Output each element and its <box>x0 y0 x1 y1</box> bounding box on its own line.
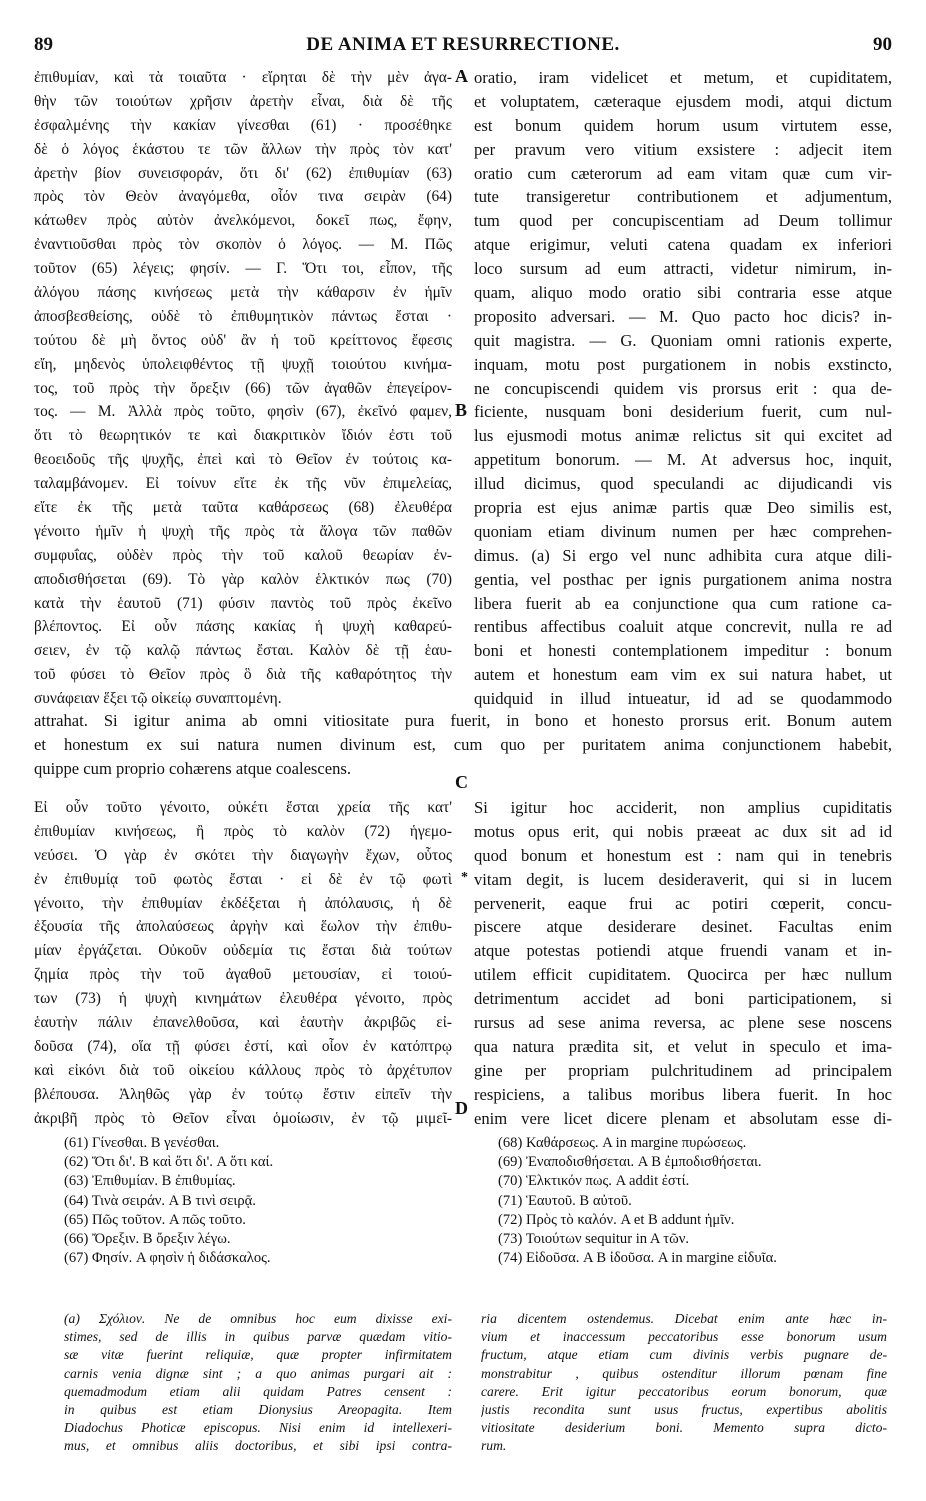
greek-text-line: ὅτι τὸ θεωρητικόν τε καὶ διακριτικὸν ἴδιόν ἐστι τοῦ <box>34 427 452 445</box>
greek-text-line: των (73) ἡ ψυχὴ κινημάτων ἐλευθέρα γένοιτο, πρὸς <box>34 990 452 1008</box>
latin-text-line: proposito adversari. — M. Quo pacto hoc dicis? in- <box>474 306 892 326</box>
latin-text-line: et honestum ex sui natura numen divinum est, cum quo per puritatem anima conjunctionem habebit, <box>34 734 892 754</box>
scholion-line: carere. Erit igitur peccatoribus eorum bonorum, quæ <box>481 1383 887 1399</box>
notes-right <box>498 1134 898 1268</box>
page-number-right: 90 <box>873 34 892 55</box>
footnote: (62) Ὅτι δι'. B καὶ ὅτι δι'. A ὅτι καί. <box>64 1154 274 1171</box>
footnote: (73) Τοιούτων sequitur in A τῶν. <box>498 1231 690 1248</box>
greek-text-line: θὴν τῶν τοιούτων χρῆσιν ἀρετὴν εἶναι, διὰ δὲ τῆς <box>34 92 452 110</box>
latin-text-line: rentibus affectibus coaluit atque concrevit, nulla re ad <box>474 617 892 637</box>
greek-text-line: ἀρετὴν βίον συνεισφοράν, ὅτι δι' (62) ἐπιθυμίαν (63) <box>34 164 452 182</box>
latin-text-line: loco sursum ad eum attracti, videtur nimirum, in- <box>474 259 892 279</box>
scholion-line: vitiositate desiderium boni. Memento supra dicto- <box>481 1420 887 1436</box>
footnote: (65) Πῶς τοῦτον. A πῶς τοῦτο. <box>64 1211 246 1228</box>
footnote: (74) Εἰδοῦσα. A B ἰδοῦσα. A in margine εἰδυῖα. <box>498 1250 777 1267</box>
latin-text-line: quit magistra. — G. Quoniam omni rationis experte, <box>474 330 892 350</box>
footnote: (69) Ἐναποδισθήσεται. A B ἐμποδισθήσεται. <box>498 1154 762 1171</box>
latin-text-line: motus opus erit, qui nobis præeat ac dux sit ad id <box>474 821 892 841</box>
greek-text-line: εἴη, μηδενὸς ὑπολειφθέντος τῇ ψυχῇ τοιούτου κινήμα- <box>34 355 452 373</box>
greek-text-line: ἑαυτὴν πάλιν ἐπανελθοῦσα, καὶ ἑαυτὴν ἀκριβῶς εἰ- <box>34 1014 452 1032</box>
scholion-line: sæ vitæ fuerint reliquiæ, quæ propter infirmitatem <box>64 1347 452 1363</box>
footnote: (68) Καθάρσεως. A in margine πυρώσεως. <box>498 1135 747 1151</box>
latin-text-line: quoniam etiam divinum numen per hæc comprehen- <box>474 521 892 541</box>
latin-text-line: Si igitur hoc acciderit, non amplius cupiditatis <box>474 798 892 817</box>
margin-letter-a: A <box>455 66 468 86</box>
latin-text-line: ficiente, nusquam boni desiderium fuerit, cum nul- <box>474 402 892 422</box>
greek-text-line: ἐν ἐπιθυμίᾳ τοῦ φωτὸς ἔσται · εἰ δὲ ἐν τῷ φωτὶ <box>34 870 452 888</box>
greek-text-line: ταλαμβάνομεν. Εἰ τοίνυν εἴτε ἐκ τῆς νῦν ἐπιμελείας, <box>34 475 452 493</box>
greek-column-2 <box>34 796 452 1130</box>
scholion-line: mus, et omnibus aliis doctoribus, et sibi ipsi contra- <box>64 1438 452 1454</box>
footnote: (67) Φησίν. A φησὶν ἡ διδάσκαλος. <box>64 1250 271 1267</box>
greek-text-line: ἐπιθυμίαν κινήσεως, ἢ πρὸς τὸ καλὸν (72) ἡγεμο- <box>34 822 452 840</box>
scholion-right <box>481 1310 887 1456</box>
latin-text-line: quam, aliquo modo oratio sibi contraria esse atque <box>474 283 892 303</box>
latin-text-line: gine per propriam pulchritudinem ad principalem <box>474 1060 892 1080</box>
greek-text-line: τος, τοῦ πρὸς τὴν ὄρεξιν (66) τῶν ἀγαθῶν ἐπεγείρον- <box>34 379 452 397</box>
greek-text-line: ἀκριβῆ πρὸς τὸ Θεῖον εἶναι ὁμοίωσιν, ἐν τῷ μιμεῖ- <box>34 1109 452 1127</box>
greek-text-line: τος. — Μ. Ἀλλὰ πρὸς τοῦτο, φησὶν (67), ἐκεῖνό φαμεν, <box>34 403 452 421</box>
latin-text-line: autem et honestum eam vim ex sui natura habet, ut <box>474 665 892 685</box>
latin-text-line: est bonum quidem horum usum virtutem esse, <box>474 115 892 135</box>
scholion-line: (a) Σχόλιον. Ne de omnibus hoc eum dixisse exi- <box>64 1311 452 1326</box>
greek-text-line: δὲ ὁ λόγος ἑκάστου τε τῶν ἄλλων τὴν πρὸς τὸν κατ' <box>34 140 452 158</box>
latin-text-line: lus ejusmodi motus animæ relictus sit qui excitet ad <box>474 426 892 446</box>
running-header <box>34 34 892 60</box>
scholion-line: fructum, atque etiam cum divinis verbis pugnare de- <box>481 1347 887 1363</box>
latin-text-line: utilem efficit cupiditatem. Quocirca per hæc nullum <box>474 965 892 985</box>
greek-text-line: δοῦσα (74), οἵα τῇ φύσει ἐστί, καὶ οἷον ἐν κατόπτρῳ <box>34 1037 452 1055</box>
footnote: (72) Πρὸς τὸ καλόν. A et B addunt ἡμῖν. <box>498 1211 735 1228</box>
greek-text-line: συμφυΐας, οὐδὲν πρὸς τὴν τοῦ καλοῦ θεωρίαν ἐν- <box>34 546 452 564</box>
latin-text-line: inquam, motu post purgationem in nobis exstincto, <box>474 354 892 374</box>
margin-letter-d: D <box>455 1098 468 1118</box>
margin-asterisk: * <box>461 870 468 885</box>
latin-column-1 <box>474 66 892 711</box>
greek-text-line: ἐναντιοῦσθαι πρὸς τὸν σκοπὸν ὁ λόγος. — Μ. Πῶς <box>34 236 452 254</box>
greek-text-line: εἴτε ἐκ τῆς μετὰ ταῦτα καθάρσεως (68) ἐλευθέρα <box>34 499 452 517</box>
margin-letter-b: B <box>455 400 468 420</box>
latin-text-line: appetitum bonorum. — M. At adversus hoc, inquit, <box>474 450 892 470</box>
greek-text-line: τοῦτον (65) λέγεις; φησίν. — Γ. Ὅτι τοι, εἶπον, τῆς <box>34 260 452 278</box>
footnote: (63) Ἐπιθυμίαν. B ἐπιθυμίας. <box>64 1173 236 1190</box>
greek-text-line: ἐσφαλμένης τὴν κακίαν γίνεσθαι (61) · προσέθηκε <box>34 116 452 134</box>
greek-text-line: καὶ εἰκόνι διὰ τοῦ οἰκείου κάλλους πρὸς τὸ ἀρχέτυπον <box>34 1061 452 1079</box>
scholion-line: monstrabitur , quibus ostenditur illorum pœnam fine <box>481 1365 887 1381</box>
latin-text-line: atque potestas potiendi atque fruendi vanam et in- <box>474 941 892 961</box>
footnote: (61) Γίνεσθαι. B γενέσθαι. <box>64 1135 220 1151</box>
greek-text-line: μίαν ἐργάζεται. Οὐκοῦν οὐδεμία τις ἔσται διὰ τούτων <box>34 942 452 960</box>
latin-text-line: propria est ejus animæ partis quæ Deo similis est, <box>474 498 892 518</box>
latin-text-line: pervenerit, eaque frui ac potiri cœperit, concu- <box>474 893 892 913</box>
latin-column-2 <box>474 796 892 1130</box>
greek-text-line: θεοειδοῦς τῆς ψυχῆς, ἐπεὶ καὶ τὸ Θεῖον ἐν τούτοις κα- <box>34 451 452 469</box>
latin-text-line: respiciens, a talibus moribus libera fuerit. In hoc <box>474 1084 892 1104</box>
scholion-line: vium et inaccessum peccatoribus esse bonorum usum <box>481 1329 887 1345</box>
latin-text-line: quidquid in illud intueatur, id ad se quodammodo <box>474 689 892 709</box>
footnote: (71) Ἑαυτοῦ. B αὐτοῦ. <box>498 1192 632 1209</box>
greek-text-line: τούτου δὲ μὴ ὄντος οὐδ' ἂν ἡ τοῦ κρείττονος ἔφεσις <box>34 331 452 349</box>
greek-text-line: βλέπουσα. Ἀληθῶς γὰρ ἐν τούτῳ ἔστιν εἰπεῖν τὴν <box>34 1085 452 1103</box>
latin-text-line: qua natura prædita sit, et velut in speculo et ima- <box>474 1036 892 1056</box>
footnote: (66) Ὄρεξιν. B ὄρεξιν λέγω. <box>64 1231 231 1248</box>
page-number-left: 89 <box>34 34 53 55</box>
scholion-line: in quibus est etiam Dionysius Areopagita. Item <box>64 1401 452 1417</box>
latin-text-line: libera fuerit ab ea conjunctione qua cum ratione ca- <box>474 593 892 613</box>
greek-text-line: ἐξουσία τῆς ἀπολαύσεως ἀργὴν καὶ ἕωλον τὴν ἐπιθυ- <box>34 918 452 936</box>
page-title: DE ANIMA ET RESURRECTIONE. <box>306 34 620 55</box>
greek-text-line: κάτωθεν πρὸς αὐτὸν ἀνελκόμενοι, δοκεῖ πως, ἔφην, <box>34 212 452 230</box>
greek-text-line: τοῦ φύσει τὸ Θεῖον πρὸς ὃ διὰ τῆς καθαρότητος τὴν <box>34 666 452 684</box>
latin-text-line: ne concupiscendi quidem vis prorsus erit : qua de- <box>474 378 892 398</box>
latin-text-line: quippe cum proprio cohærens atque coalescens. <box>34 758 352 778</box>
scholion-line: stimes, sed de illis in quibus parvæ quædam vitio- <box>64 1329 452 1345</box>
scholion-left <box>64 1310 452 1456</box>
latin-text-line: piscere atque desiderare desinet. Facultas enim <box>474 917 892 937</box>
margin-letter-c: C <box>455 772 468 792</box>
latin-text-line: gentia, vel posthac per ignis purgationem anima nostra <box>474 569 892 589</box>
latin-text-line: attrahat. Si igitur anima ab omni vitiositate pura fuerit, in bono et honesto prorsus erit. Bonum autem <box>34 711 892 730</box>
scholion-line: quemadmodum etiam alii quidam Patres censent : <box>64 1383 452 1399</box>
greek-text-line: ἀποσβεσθείσης, οὐδὲ τὸ ἐπιθυμητικὸν πάντως ἔσται · <box>34 307 452 325</box>
latin-text-line: vitam degit, is lucem desideraverit, qui si in lucem <box>474 869 892 889</box>
greek-text-line: ἐπιθυμίαν, καὶ τὰ τοιαῦτα · εἴρηται δὲ τὴν μὲν ἀγα- <box>34 69 452 86</box>
latin-text-line: oratio cum cæterorum ad eam vitam quæ cum vir- <box>474 163 892 183</box>
scholion-line: carnis venia dignæ sint ; a quo animas purgari ait : <box>64 1365 452 1381</box>
latin-text-line: enim vere licet dicere plenam et absolutam esse di- <box>474 1108 892 1128</box>
scholion-line: rum. <box>481 1438 507 1454</box>
greek-column-1 <box>34 66 452 711</box>
greek-text-line: νεύσει. Ὁ γὰρ ἐν σκότει τὴν διαγωγὴν ἔχων, οὗτος <box>34 846 452 864</box>
scholion-line: ria dicentem ostendemus. Dicebat enim ante hæc in- <box>481 1311 887 1326</box>
greek-text-line: γένοιτο ἡμῖν ἡ ψυχὴ τῆς πρὸς τὰ ἄλογα τῶν παθῶν <box>34 522 452 540</box>
latin-text-line: illud dicimus, quod speculandi ac dijudicandi vis <box>474 474 892 494</box>
greek-text-line: γένοιτο, τὴν ἐπιθυμίαν ἐκδέξεται ἡ ἀπόλαυσις, ἡ δὲ <box>34 894 452 912</box>
greek-text-line: κατὰ τὴν ἑαυτοῦ (71) φύσιν παντὸς τοῦ πρὸς ἐκεῖνο <box>34 594 452 612</box>
footnote: (64) Τινὰ σειράν. A B τινὶ σειρᾷ. <box>64 1192 256 1209</box>
latin-text-line: oratio, iram videlicet et metum, et cupiditatem, <box>474 68 892 87</box>
latin-text-line: atque erigimur, veluti catena quadam ex inferiori <box>474 235 892 255</box>
scholion-line: justis recondita sunt usus fructus, expertibus abolitis <box>481 1401 887 1417</box>
scholion-line: Diadochus Photicæ episcopus. Nisi enim id intellexeri- <box>64 1420 452 1436</box>
greek-text-line: Εἰ οὖν τοῦτο γένοιτο, οὐκέτι ἔσται χρεία τῆς κατ' <box>34 799 452 816</box>
greek-text-line: ἀλόγου πάσης κινήσεως μετὰ τὴν κάθαρσιν ἐν ἡμῖν <box>34 284 452 302</box>
greek-text-line: σειεν, ἐν τῷ καλῷ πάντως ἔσται. Καλὸν δὲ τῇ ἑαυ- <box>34 642 452 660</box>
greek-text-line: ζημία πρὸς τὴν τοῦ ἀγαθοῦ μετουσίαν, εἰ τοιού- <box>34 966 452 984</box>
latin-text-line: per pravum vero vitium exsistere : adjecit item <box>474 139 892 159</box>
latin-text-line: tum quod per concupiscentiam ad Deum tollimur <box>474 211 892 231</box>
greek-text-line: συνάφειαν ἕξει τῷ οἰκείῳ συναπτομένη. <box>34 690 282 708</box>
greek-text-line: αποδισθήσεται (69). Τὸ γὰρ καλὸν ἑλκτικόν πως (70) <box>34 570 452 588</box>
latin-text-line: dimus. (a) Si ergo vel nunc adhibita cura atque dili- <box>474 545 892 565</box>
footnote: (70) Ἑλκτικόν πως. A addit ἐστί. <box>498 1173 690 1190</box>
greek-text-line: πρὸς τὸν Θεὸν ἀναγόμεθα, οἷόν τινα σειρὰν (64) <box>34 188 452 206</box>
latin-text-line: rursus ad sese anima reversa, ac plene sese noscens <box>474 1013 892 1033</box>
latin-text-line: quod bonum et honestum est : nam qui in tenebris <box>474 845 892 865</box>
greek-text-line: βλέποντος. Εἰ οὖν πάσης κακίας ἡ ψυχὴ καθαρεύ- <box>34 618 452 636</box>
latin-text-line: boni et honesti contemplationem impeditur : bonum <box>474 641 892 661</box>
latin-text-line: detrimentum accidet ad boni participationem, si <box>474 989 892 1009</box>
latin-text-line: et voluptatem, cæteraque ejusdem modi, atqui dictum <box>474 91 892 111</box>
latin-text-line: tute transigeretur contributionem et adjumentum, <box>474 187 892 207</box>
notes-left <box>64 1134 464 1268</box>
